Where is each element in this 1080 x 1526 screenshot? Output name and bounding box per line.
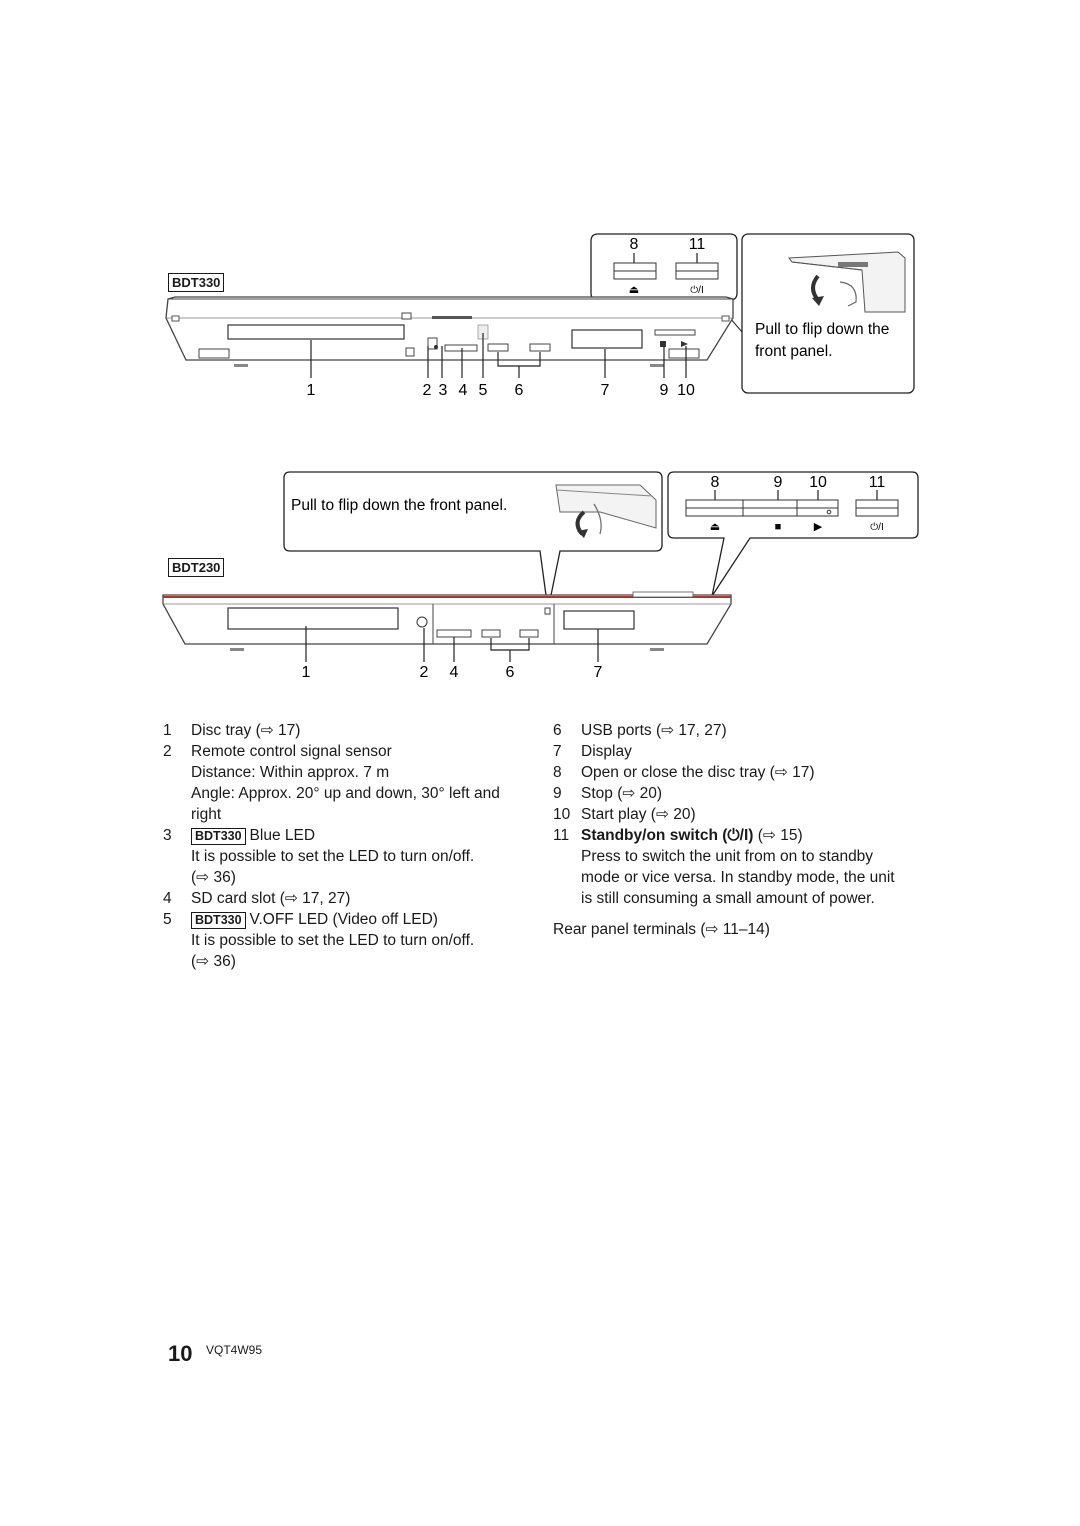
list-item: 3 BDT330 Blue LED: [163, 827, 316, 844]
label-6: 6: [514, 382, 524, 399]
callout-box-bottom: [668, 472, 918, 596]
list-item: 2 Remote control signal sensor: [163, 743, 392, 760]
label-2: 2: [422, 382, 432, 399]
flip-note-box-bottom: [284, 472, 662, 610]
play-icon: ▶: [813, 521, 823, 533]
flip-note-bottom: Pull to flip down the front panel.: [291, 497, 508, 514]
model-tag-inline: BDT330: [191, 912, 246, 929]
rear-panel-note: Rear panel terminals (⇨ 11–14): [553, 921, 770, 938]
label-9: 9: [659, 382, 669, 399]
player-body-bdt330: [166, 297, 733, 367]
eject-icon-bottom: ⏏: [709, 521, 721, 533]
callout-label-8: 8: [629, 236, 639, 253]
callout-bottom-label-9: 9: [773, 474, 783, 491]
label-bottom-6: 6: [505, 664, 515, 681]
label-bottom-2: 2: [419, 664, 429, 681]
power-icon-bottom: ⏻/I: [870, 522, 884, 533]
list-item: 9 Stop (⇨ 20): [553, 785, 663, 802]
callout-bottom-label-11: 11: [868, 474, 886, 491]
list-item: 7 Display: [553, 743, 632, 760]
labels-top: [307, 382, 695, 399]
label-10: 10: [677, 382, 695, 399]
label-4: 4: [458, 382, 468, 399]
label-7: 7: [600, 382, 610, 399]
list-item: 5 BDT330 V.OFF LED (Video off LED): [163, 911, 438, 928]
flip-note-top-line1: Pull to flip down the: [755, 321, 890, 338]
page-number: 10: [168, 1341, 193, 1366]
stop-icon: ■: [774, 521, 782, 533]
front-panel-diagram: [0, 0, 1080, 700]
model-tag-inline: BDT330: [191, 828, 246, 845]
label-5: 5: [478, 382, 488, 399]
list-item: 10 Start play (⇨ 20): [553, 806, 696, 823]
callout-bottom-label-10: 10: [809, 474, 827, 491]
label-bottom-4: 4: [449, 664, 459, 681]
callout-label-11: 11: [688, 236, 706, 253]
label-bottom-1: 1: [301, 664, 311, 681]
model-tag-bdt330: BDT330: [168, 273, 224, 292]
flip-note-box-top: [730, 234, 914, 393]
labels-bottom: [302, 664, 603, 681]
description-list-right: 6 USB ports (⇨ 17, 27) 7 Display 8 Open or close the disc tray (⇨ 17) 9 Stop (⇨ 20) 10 Start play (⇨ 20) 11 Standby/on switch (⏻/I) (⇨ 15) Press to switch the unit from on to standby mode or vice versa. In standby mode, the unit is still consuming a small amount of power. Rear panel terminals (⇨ 11–14): [553, 720, 933, 940]
list-item: 6 USB ports (⇨ 17, 27): [553, 722, 727, 739]
label-bottom-7: 7: [593, 664, 603, 681]
list-item: 1 Disc tray (⇨ 17): [163, 722, 301, 739]
list-item: 11 Standby/on switch (⏻/I) (⇨ 15): [553, 827, 803, 844]
flip-note-top-line2: front panel.: [755, 343, 833, 360]
description-list-left: 1 Disc tray (⇨ 17) 2 Remote control signal sensor Distance: Within approx. 7 m Angle: Approx. 20° up and down, 30° left and right 3 BDT330 Blue LED It is possible to set the LED to turn on/off. (⇨ 36) 4 SD card slot (⇨ 17, 27) 5 BDT330 V.OFF LED (Video off LED) It is possible to set the LED to turn on/off. (⇨ 36): [163, 720, 533, 972]
player-body-bdt230: [163, 592, 731, 651]
list-item: 8 Open or close the disc tray (⇨ 17): [553, 764, 815, 781]
label-1: 1: [306, 382, 316, 399]
document-code: VQT4W95: [206, 1343, 263, 1357]
model-tag-bdt230: BDT230: [168, 558, 224, 577]
power-icon: ⏻/I: [690, 285, 704, 296]
label-3: 3: [438, 382, 448, 399]
eject-icon: ⏏: [628, 284, 640, 296]
list-item: 4 SD card slot (⇨ 17, 27): [163, 890, 351, 907]
callout-bottom-label-8: 8: [710, 474, 720, 491]
